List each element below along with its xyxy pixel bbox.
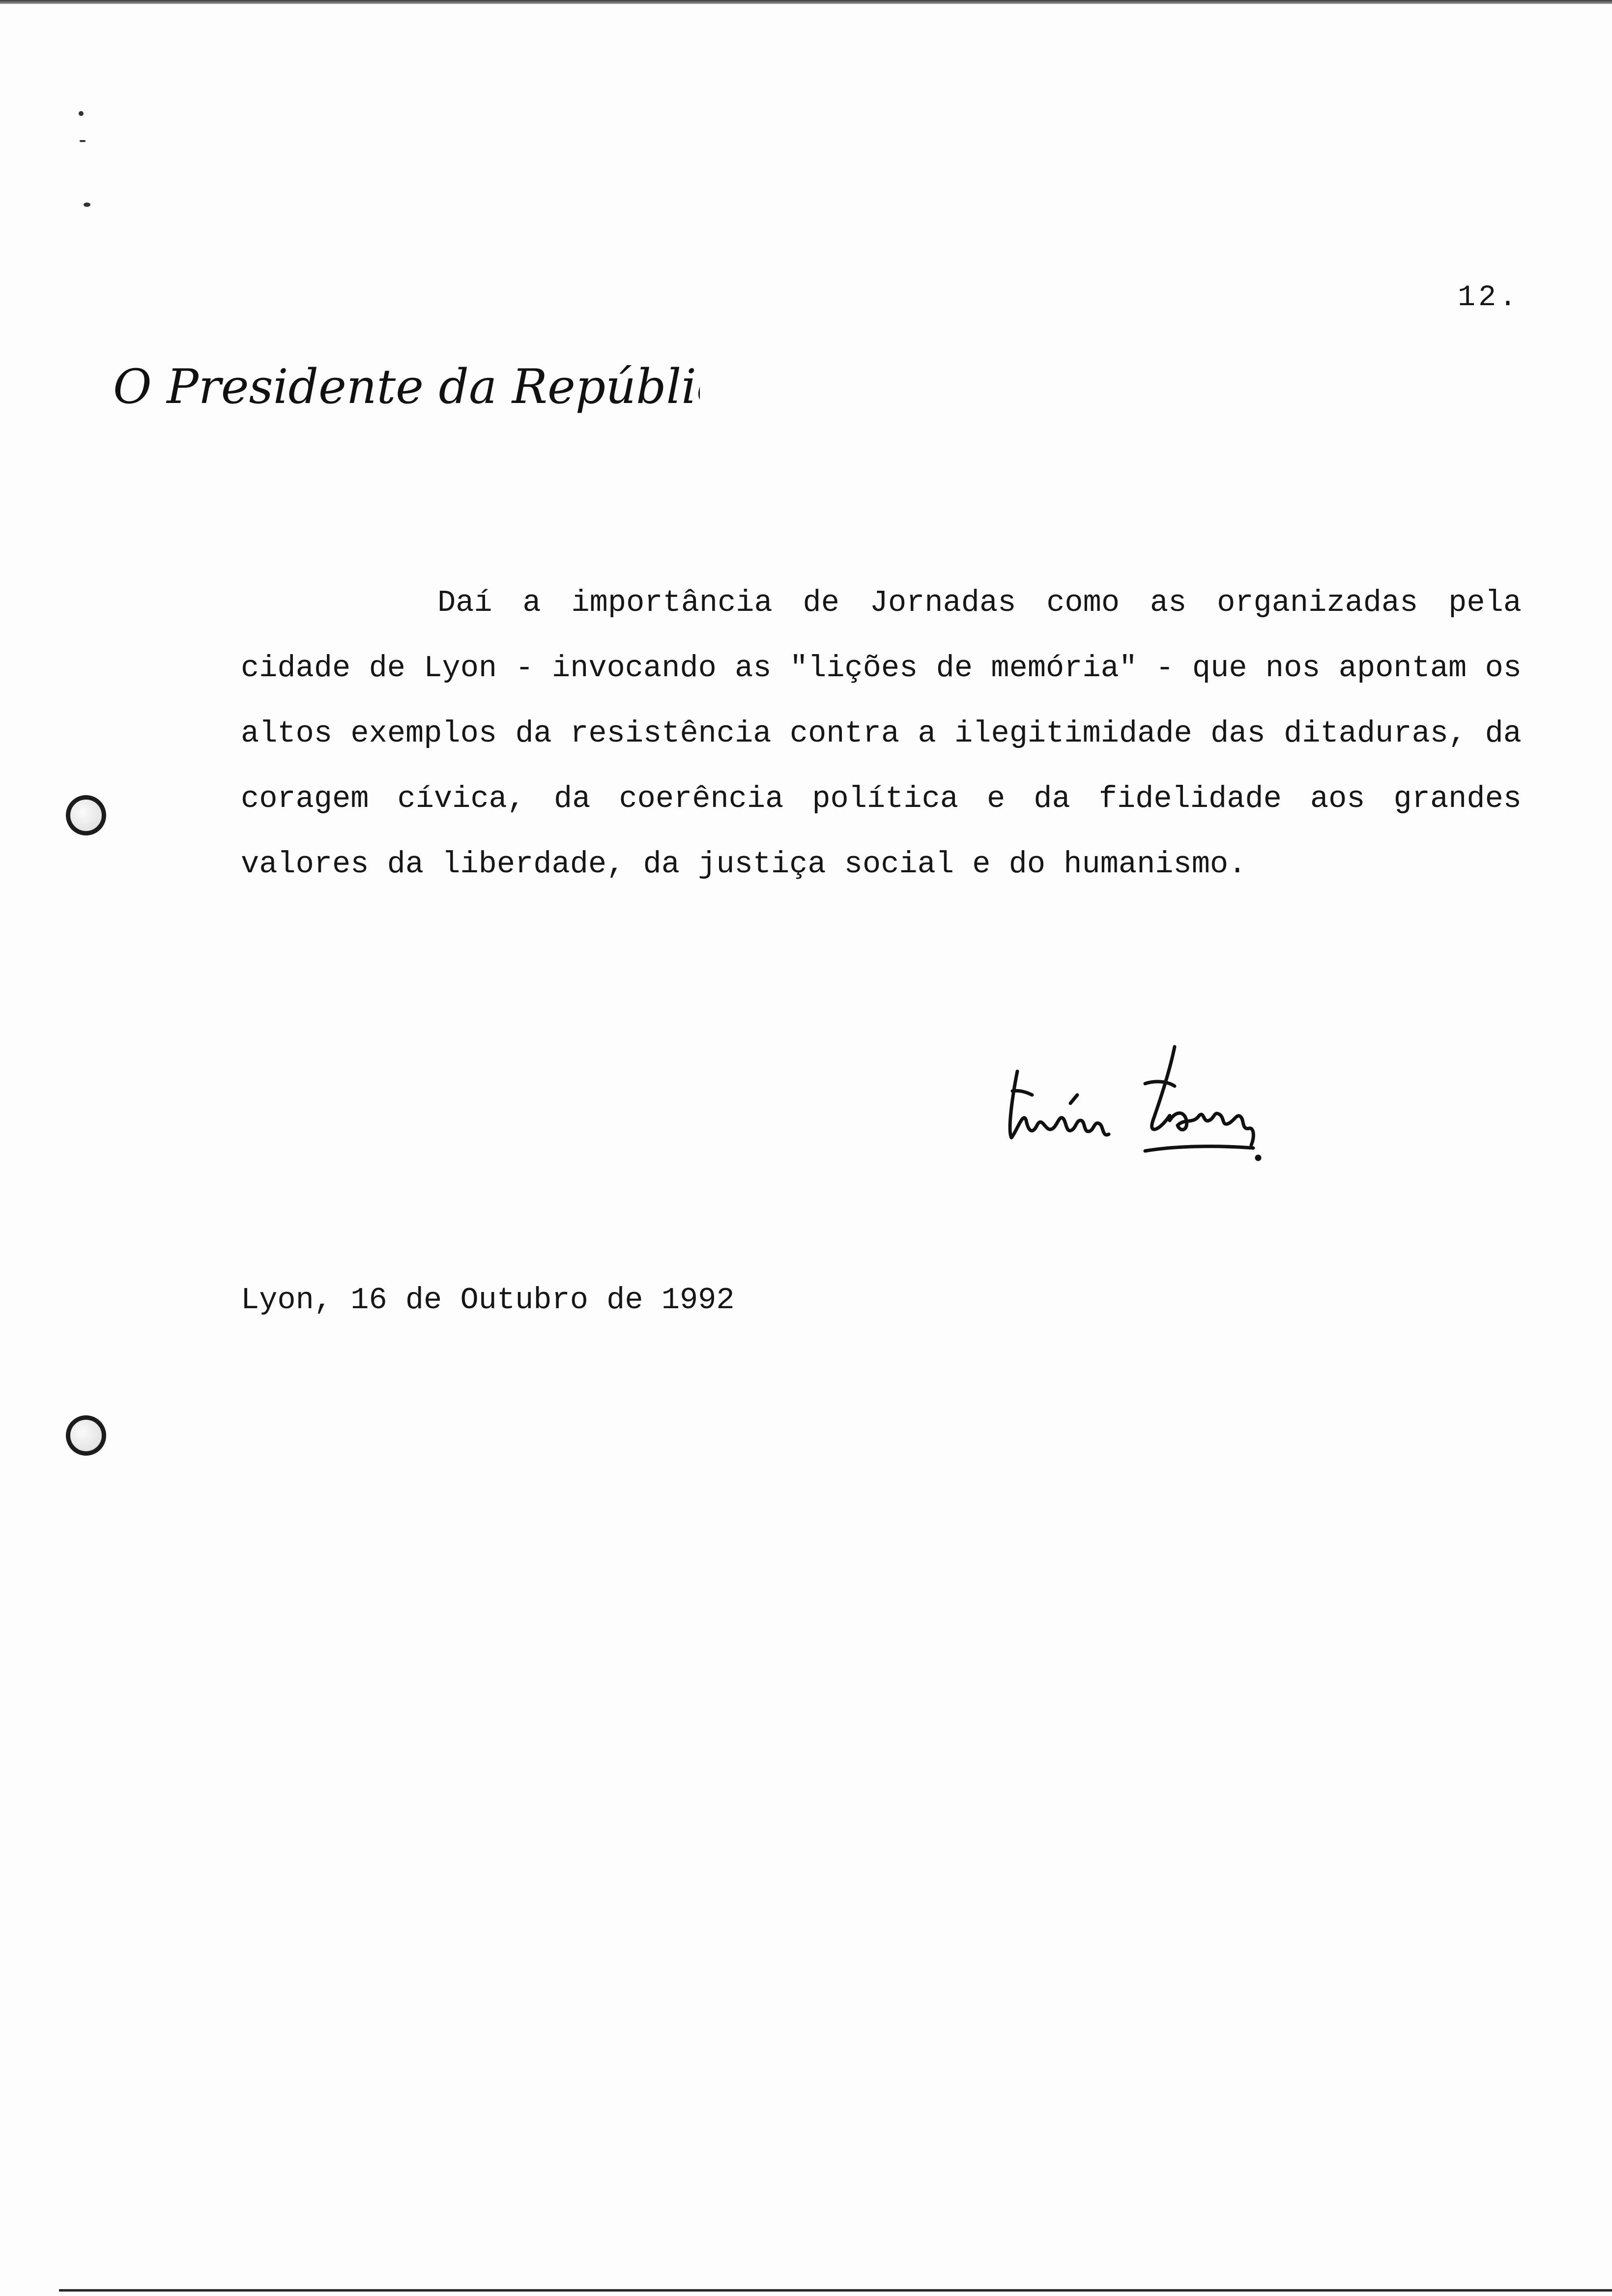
dateline: Lyon, 16 de Outubro de 1992 — [241, 1283, 735, 1318]
scan-speck — [80, 140, 86, 142]
letterhead-text: O Presidente da República — [113, 359, 700, 414]
signature — [998, 1037, 1302, 1179]
scan-top-edge — [0, 0, 1612, 4]
scan-speck — [79, 111, 84, 116]
punch-hole-upper — [66, 795, 106, 835]
scan-speck — [84, 202, 90, 207]
letterhead — [110, 344, 700, 432]
body-paragraph: Daí a importância de Jornadas como as organizadas pela cidade de Lyon - invocando as "lições de memória" - que nos apontam os altos exemplos da resistência contra a ilegitimidade das ditaduras, da coragem cívica, da coerência política e da fidelidade aos grandes valores da liberdade, da justiça social e do humanismo. — [241, 585, 1522, 882]
scan-bottom-edge — [59, 2289, 1612, 2292]
punch-hole-lower — [66, 1415, 106, 1456]
page-number: 12. — [1457, 281, 1520, 315]
